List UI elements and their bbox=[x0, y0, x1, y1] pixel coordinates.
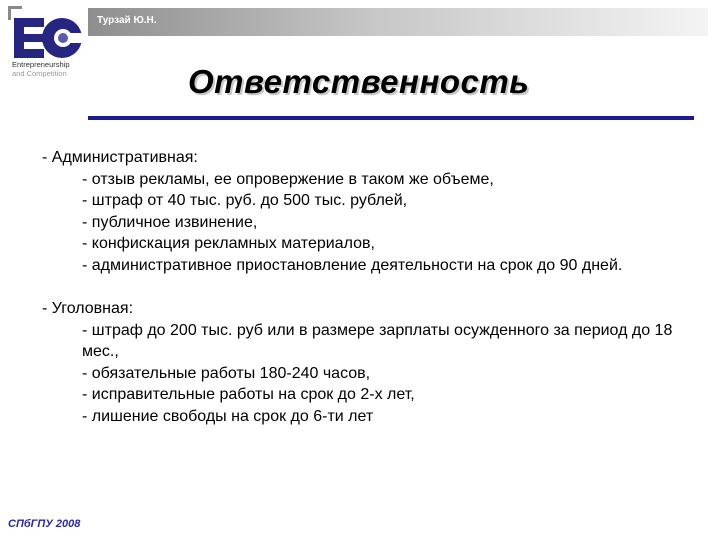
section-heading-criminal: - Уголовная: bbox=[42, 300, 134, 317]
list-item: - конфискация рекламных материалов, bbox=[82, 235, 375, 252]
logo-caption-line2: and Competition bbox=[12, 69, 67, 78]
criminal-list bbox=[82, 320, 682, 428]
list-item: - штраф до 200 тыс. руб или в размере зарплаты осужденного за период до 18 мес., bbox=[82, 321, 673, 360]
logo-caption-line1: Entrepreneurship bbox=[12, 60, 70, 69]
list-item: - лишение свободы на срок до 6-ти лет bbox=[82, 407, 374, 425]
administrative-list bbox=[82, 169, 682, 277]
list-item: - административное приостановление деятельности на срок до 90 дней. bbox=[82, 256, 623, 274]
list-item: - исправительные работы на срок до 2-х лет, bbox=[82, 386, 415, 403]
logo-caption bbox=[12, 60, 70, 78]
title-divider bbox=[88, 116, 694, 120]
logo-letter-e bbox=[14, 18, 44, 58]
slide-title: Ответственность bbox=[188, 63, 530, 100]
list-item: - штраф от 40 тыс. руб. до 500 тыс. рублей, bbox=[82, 192, 408, 209]
header-bar bbox=[88, 8, 708, 36]
footer-label: СПбГПУ 2008 bbox=[8, 518, 81, 530]
slide-content bbox=[42, 147, 682, 427]
author-name: Турзай Ю.Н. bbox=[97, 15, 157, 26]
list-item: - отзыв рекламы, ее опровержение в таком же объеме, bbox=[82, 170, 494, 188]
list-item: - обязательные работы 180-240 часов, bbox=[82, 364, 371, 382]
list-item: - публичное извинение, bbox=[82, 213, 258, 231]
section-heading-administrative: - Административная: bbox=[42, 149, 198, 166]
